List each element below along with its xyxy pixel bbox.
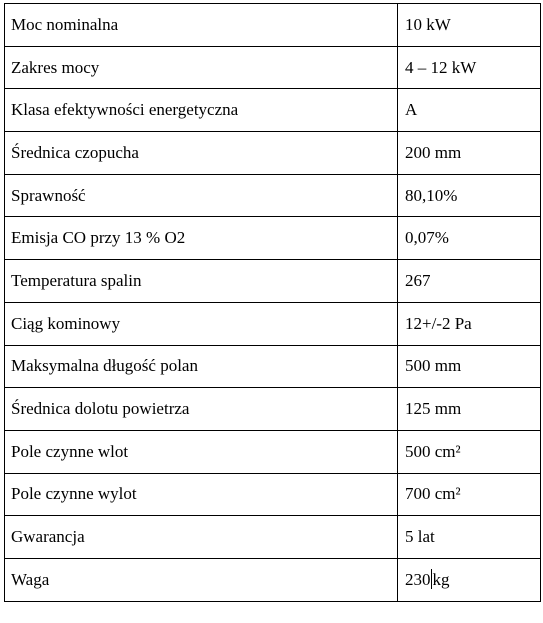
row-value[interactable]: 267	[398, 260, 541, 303]
row-value[interactable]: 500 mm	[398, 345, 541, 388]
row-value[interactable]: A	[398, 89, 541, 132]
unit-text: kg	[432, 570, 450, 590]
row-label[interactable]: Średnica dolotu powietrza	[5, 388, 398, 431]
table-row	[5, 516, 541, 559]
row-label[interactable]: Moc nominalna	[5, 4, 398, 47]
row-label[interactable]: Ciąg kominowy	[5, 302, 398, 345]
row-label[interactable]: Średnica czopucha	[5, 132, 398, 175]
row-value[interactable]: 4 – 12 kW	[398, 46, 541, 89]
row-value-with-cursor[interactable]	[398, 558, 541, 601]
text-cursor	[431, 569, 432, 589]
row-value[interactable]: 10 kW	[398, 4, 541, 47]
row-value[interactable]: 500 cm²	[398, 430, 541, 473]
table-row	[5, 4, 541, 47]
row-label[interactable]: Zakres mocy	[5, 46, 398, 89]
table-row	[5, 345, 541, 388]
row-label[interactable]: Maksymalna długość polan	[5, 345, 398, 388]
table-row	[5, 430, 541, 473]
table-row	[5, 132, 541, 175]
table-row	[5, 558, 541, 601]
specification-table	[4, 3, 541, 602]
row-label[interactable]: Pole czynne wylot	[5, 473, 398, 516]
row-value[interactable]: 0,07%	[398, 217, 541, 260]
value-text: 230	[405, 570, 431, 590]
row-value[interactable]: 80,10%	[398, 174, 541, 217]
row-value[interactable]: 700 cm²	[398, 473, 541, 516]
table-row	[5, 217, 541, 260]
row-label[interactable]: Waga	[5, 558, 398, 601]
row-label[interactable]: Pole czynne wlot	[5, 430, 398, 473]
row-label[interactable]: Klasa efektywności energetyczna	[5, 89, 398, 132]
table-row	[5, 46, 541, 89]
row-label[interactable]: Sprawność	[5, 174, 398, 217]
table-row	[5, 388, 541, 431]
row-value[interactable]: 12+/-2 Pa	[398, 302, 541, 345]
row-label[interactable]: Temperatura spalin	[5, 260, 398, 303]
table-row	[5, 260, 541, 303]
row-value[interactable]: 200 mm	[398, 132, 541, 175]
table-row	[5, 302, 541, 345]
table-row	[5, 473, 541, 516]
row-label[interactable]: Gwarancja	[5, 516, 398, 559]
table-row	[5, 174, 541, 217]
row-label[interactable]: Emisja CO przy 13 % O2	[5, 217, 398, 260]
table-row	[5, 89, 541, 132]
row-value[interactable]: 5 lat	[398, 516, 541, 559]
row-value[interactable]: 125 mm	[398, 388, 541, 431]
